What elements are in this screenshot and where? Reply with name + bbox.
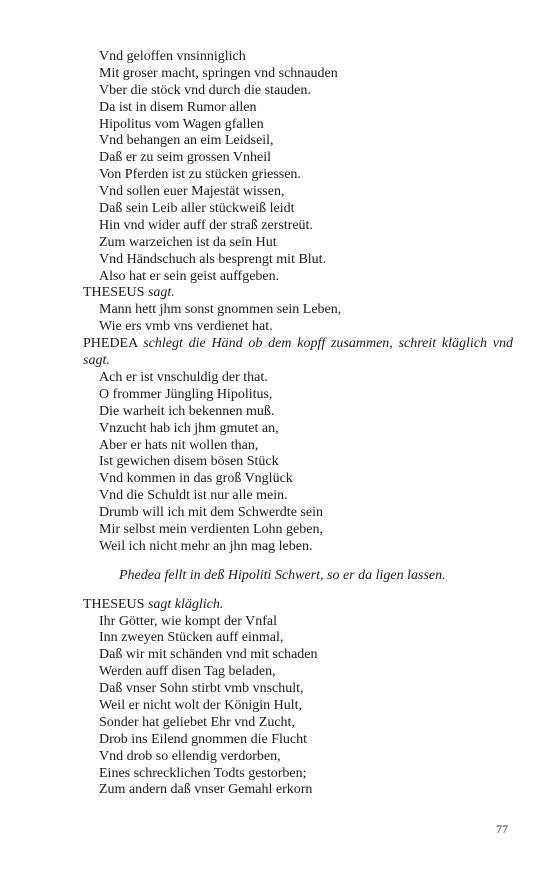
speaker-direction: sagt. [147,285,175,301]
verse-line: Zum warzeichen ist da sein Hut [99,234,277,250]
verse-line: Sonder hat geliebet Ehr vnd Zucht, [99,714,295,730]
verse-line: Vnd die Schuldt ist nur alle mein. [99,488,288,504]
verse-line: Wie ers vmb vns verdienet hat. [99,319,273,335]
verse-group-2 [83,302,513,336]
verse-line: Vnd Händschuch als besprengt mit Blut. [99,251,327,267]
verse-line: Vnd sollen euer Majestät wissen, [99,184,285,200]
verse-line: Daß wir mit schänden vnd mit schaden [99,647,318,663]
speaker-line-theseus-2 [83,597,513,614]
verse-line: Weil er nicht wolt der Königin Hult, [99,697,302,713]
verse-line: Daß vnser Sohn stirbt vmb vnschult, [99,681,304,697]
speaker-name: PHEDEA [83,336,138,352]
verse-line: Ist gewichen disem bösen Stück [99,454,279,470]
verse-line: Inn zweyen Stücken auff einmal, [99,630,284,646]
verse-line: Vnd geloffen vnsinniglich [99,49,246,64]
verse-line: Drob ins Eilend gnommen die Flucht [99,731,308,747]
speaker-name: THESEUS [83,285,145,301]
verse-line: Vnd kommen in das groß Vnglück [99,471,293,487]
speaker-line-phedea [83,336,513,370]
verse-group-4 [83,614,513,800]
verse-line: Hipolitus vom Wagen gfallen [99,116,264,132]
verse-line: Ach er ist vnschuldig der that. [99,369,268,385]
verse-line: Mir selbst mein verdienten Lohn geben, [99,521,323,537]
verse-group-1 [83,49,513,285]
verse-line: Eines schrecklichen Todts gestorben; [99,765,307,781]
verse-line: Daß er zu seim grossen Vnheil [99,150,271,166]
speaker-direction: schlegt die Händ ob dem kopff zusammen, schreit kläglich vnd sagt. [83,336,513,369]
verse-line: Drumb will ich mit dem Schwerdte sein [99,505,323,521]
verse-line: Also hat er sein geist auffgeben. [99,268,280,284]
verse-line: Die warheit ich bekennen muß. [99,403,275,419]
speaker-line-theseus [83,285,513,302]
verse-line: Hin vnd wider auff der straß zerstreüt. [99,217,313,233]
verse-line: Da ist in disem Rumor allen [99,99,257,115]
verse-line: Zum andern daß vnser Gemahl erkorn [99,782,313,798]
verse-line: Von Pferden ist zu stücken griessen. [99,167,301,183]
verse-line: Vnd drob so ellendig verdorben, [99,748,281,764]
verse-line: Ihr Götter, wie kompt der Vnfal [99,613,278,629]
verse-line: Vnd behangen an eim Leidseil, [99,133,274,149]
verse-line: O frommer Jüngling Hipolitus, [99,386,273,402]
speaker-direction: sagt kläglich. [147,596,224,612]
play-text [83,49,513,799]
verse-line: Mann hett jhm sonst gnommen sein Leben, [99,302,342,318]
page-number: 77 [496,822,508,836]
verse-group-3 [83,370,513,556]
verse-line: Aber er hats nit wollen than, [99,437,259,453]
stage-direction: Phedea fellt in deß Hipoliti Schwert, so er da ligen lassen. [119,567,446,583]
verse-line: Werden auff disen Tag beladen, [99,664,276,680]
verse-line: Vnzucht hab ich jhm gmutet an, [99,420,279,436]
verse-line: Mit groser macht, springen vnd schnauden [99,65,338,81]
verse-line: Vber die stöck vnd durch die stauden. [99,82,311,98]
speaker-name: THESEUS [83,596,145,612]
verse-line: Weil ich nicht mehr an jhn mag leben. [99,538,313,554]
verse-line: Daß sein Leib aller stückweiß leidt [99,201,295,217]
